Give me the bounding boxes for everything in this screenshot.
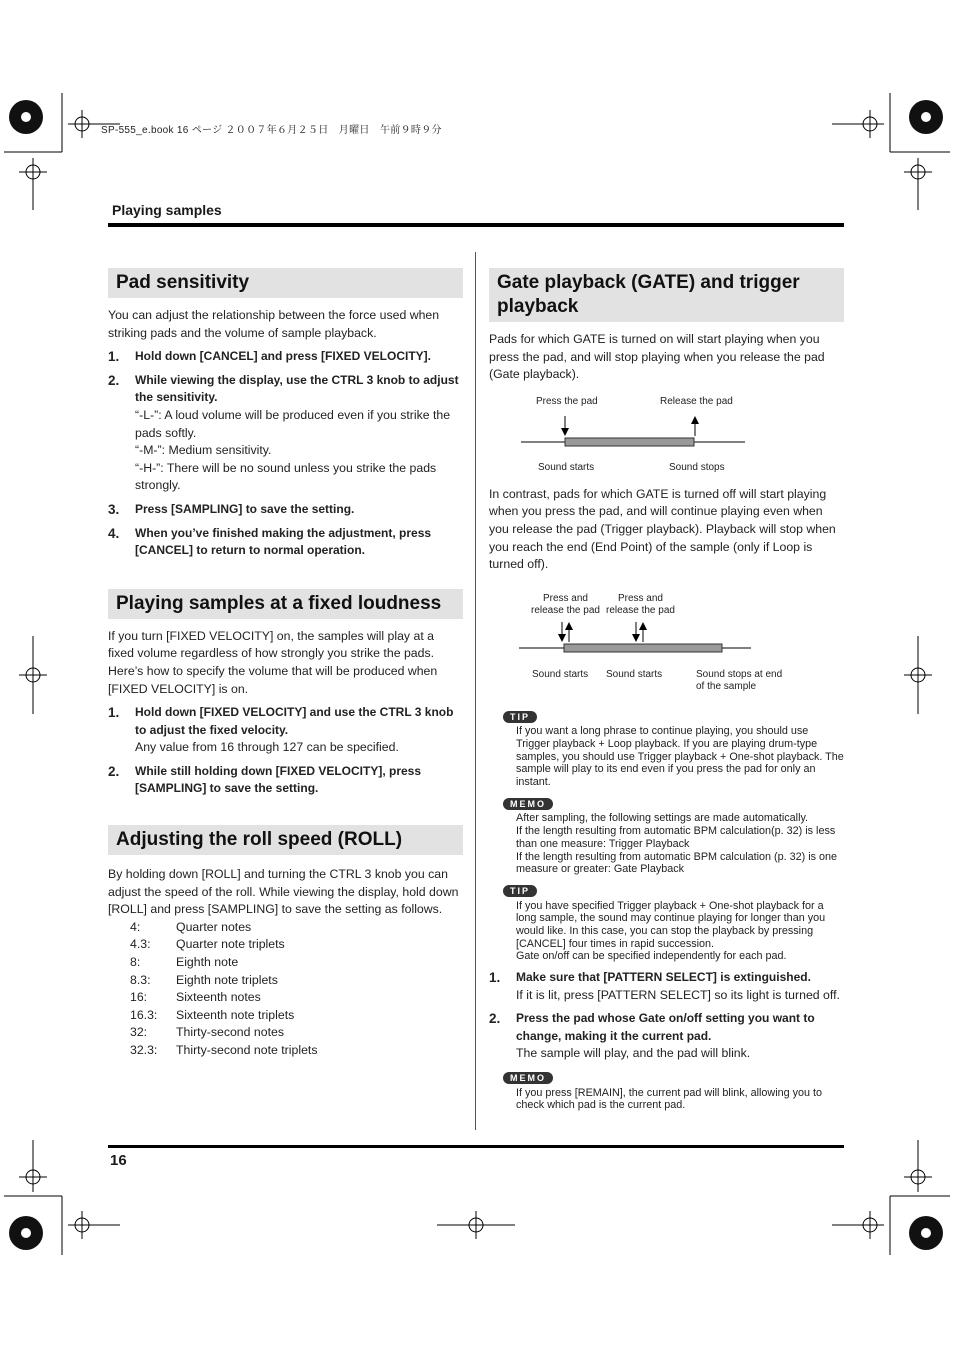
diagram2-start2-label: Sound starts [606, 668, 663, 680]
roll-value: Eighth note [176, 955, 239, 970]
column-divider [475, 252, 476, 1130]
notes [489, 708, 844, 963]
step-result: If it is lit, press [PATTERN SELECT] so its light is turned off. [516, 987, 840, 1002]
left-column [108, 268, 463, 1060]
step-result: “-H-”: There will be no sound unless you strike the pads strongly. [135, 460, 437, 493]
diagram1-release-label: Release the pad [660, 395, 733, 407]
roll-key: 8.3: [130, 972, 151, 987]
note-block [489, 882, 844, 963]
step-number: 2. [108, 372, 120, 388]
note-block [489, 795, 844, 876]
note-text: If you want a long phrase to continue playing, you should use Trigger playback + Loop playback. If you are playing drum-type samples, you should use Trigger playback + One-shot playback. The sample will play to its end even if you press the pad for only an instant. [516, 725, 844, 789]
tip-badge-icon: TIP [503, 711, 537, 723]
gate-steps [489, 969, 844, 1063]
roll-key: 8: [130, 955, 141, 970]
step-number: 2. [489, 1011, 501, 1027]
roll-value: Eighth note triplets [176, 972, 278, 987]
memo-badge-icon: MEMO [503, 1072, 553, 1084]
step [489, 969, 844, 1004]
roll-value: Thirty-second notes [176, 1025, 284, 1040]
roll-key: 4: [130, 919, 141, 934]
step-instruction: Press [SAMPLING] to save the setting. [135, 501, 355, 516]
trigger-diagram [489, 574, 844, 702]
pad-intro: You can adjust the relationship between the force used when striking pads and the volume of sample playback. [108, 308, 440, 340]
roll-value: Quarter note triplets [176, 937, 285, 952]
file-info: SP-555_e.book 16 ページ ２００７年６月２５日 月曜日 午前９時９分 [101, 125, 442, 136]
memo-block [489, 1069, 844, 1112]
section-title-pad-sensitivity: Pad sensitivity [108, 268, 463, 298]
trigger-paragraph: In contrast, pads for which GATE is turned off will start playing when you press the pad, and will continue playing even when you release the pad (Trigger playback). Playback will stop when you reach the end (End Point) of the sample (only if Loop is turned off). [489, 486, 836, 572]
roll-option [130, 1024, 463, 1042]
step [108, 501, 463, 519]
running-title: Playing samples [112, 202, 222, 218]
roll-option [130, 936, 463, 954]
step-result: Any value from 16 through 127 can be specified. [135, 740, 399, 755]
note-text: If you have specified Trigger playback + One-shot playback for a long sample, the sound may continue playing for longer than you would like. In this case, you can stop the playback by pressing [CANCEL] four times in rapid succession. Gate on/off can be specified independently for each pad. [516, 899, 826, 963]
note-block [489, 708, 844, 789]
roll-key: 32: [130, 1025, 148, 1040]
roll-option [130, 1042, 463, 1060]
step-instruction: Make sure that [PATTERN SELECT] is extinguished. [516, 970, 811, 985]
diagram1-stop-label: Sound stops [669, 461, 725, 473]
note-text: After sampling, the following settings are made automatically. If the length resulting from automatic BPM calculation(p. 32) is less than one measure: Trigger Playback If the length resulting from automatic BPM calculation (p. 32) is one measure or greater: Gate Playback [516, 812, 838, 876]
step-instruction: When you’ve finished making the adjustment, press [CANCEL] to return to normal operation. [135, 525, 432, 558]
step [108, 372, 463, 495]
fixed-intro: If you turn [FIXED VELOCITY] on, the samples will play at a fixed volume regardless of how strongly you strike the pads. Here’s how to specify the volume that will be produced when [FIXED VELOCITY] is on. [108, 628, 438, 696]
step [108, 763, 463, 798]
gate-diagram [489, 384, 844, 486]
step-instruction: While still holding down [FIXED VELOCITY], press [SAMPLING] to save the setting. [135, 763, 422, 796]
roll-value: Quarter notes [176, 919, 252, 934]
step-instruction: While viewing the display, use the CTRL 3 knob to adjust the sensitivity. [135, 372, 459, 405]
step-number: 2. [108, 763, 120, 779]
roll-option [130, 989, 463, 1007]
roll-option [130, 954, 463, 972]
step-result: “-L-”: A loud volume will be produced even if you strike the pads softly. [135, 407, 451, 440]
diagram2-graphic [489, 574, 844, 702]
right-column [489, 268, 844, 1112]
top-rule [108, 223, 844, 227]
step-number: 1. [489, 970, 501, 986]
step-result: “-M-”: Medium sensitivity. [135, 443, 272, 458]
step-number: 1. [108, 705, 120, 721]
roll-key: 16.3: [130, 1007, 158, 1022]
step-number: 4. [108, 525, 120, 541]
roll-value: Thirty-second note triplets [176, 1043, 318, 1057]
roll-value: Sixteenth note triplets [176, 1007, 295, 1022]
roll-value: Sixteenth notes [176, 990, 261, 1005]
diagram2-start1-label: Sound starts [532, 668, 589, 680]
memo-badge-icon: MEMO [503, 798, 553, 810]
step-instruction: Press the pad whose Gate on/off setting you want to change, making it the current pad. [516, 1011, 815, 1043]
diagram1-press-label: Press the pad [536, 395, 598, 407]
diagram2-press2-label: Press and release the pad [606, 592, 675, 616]
pad-steps [108, 348, 463, 560]
step [108, 525, 463, 560]
roll-key: 4.3: [130, 937, 151, 952]
section-title-roll: Adjusting the roll speed (ROLL) [108, 825, 463, 855]
roll-key: 16: [130, 990, 148, 1005]
section-title-gate: Gate playback (GATE) and trigger playback [489, 268, 844, 322]
step-result: The sample will play, and the pad will blink. [516, 1046, 751, 1061]
step-number: 3. [108, 501, 120, 517]
section-title-fixed-loudness: Playing samples at a fixed loudness [108, 589, 463, 619]
gate-intro: Pads for which GATE is turned on will start playing when you press the pad, and will stop playing when you release the pad (Gate playback). [489, 332, 825, 382]
step-number: 1. [108, 349, 120, 365]
step-instruction: Hold down [FIXED VELOCITY] and use the CTRL 3 knob to adjust the fixed velocity. [135, 705, 454, 737]
fixed-steps [108, 704, 463, 798]
roll-option [130, 1007, 463, 1025]
step-instruction: Hold down [CANCEL] and press [FIXED VELOCITY]. [135, 349, 432, 364]
roll-intro: By holding down [ROLL] and turning the CTRL 3 knob you can adjust the speed of the roll. While viewing the display, hold down [ROLL] and press [SAMPLING] to save the setting as follows. [108, 867, 459, 917]
diagram2-stop-label: Sound stops at end of the sample [696, 668, 783, 692]
step [108, 704, 463, 757]
step [108, 348, 463, 366]
roll-key: 32.3: [130, 1043, 158, 1057]
tip-badge-icon: TIP [503, 885, 537, 897]
roll-option [130, 972, 463, 990]
roll-option [130, 919, 463, 937]
bottom-rule [108, 1145, 844, 1148]
page-number: 16 [110, 1152, 127, 1169]
roll-list [108, 919, 463, 1060]
memo-text: If you press [REMAIN], the current pad will blink, allowing you to check which pad is the current pad. [516, 1086, 823, 1112]
step [489, 1010, 844, 1063]
diagram2-press1-label: Press and release the pad [531, 592, 600, 616]
diagram1-start-label: Sound starts [538, 461, 595, 473]
